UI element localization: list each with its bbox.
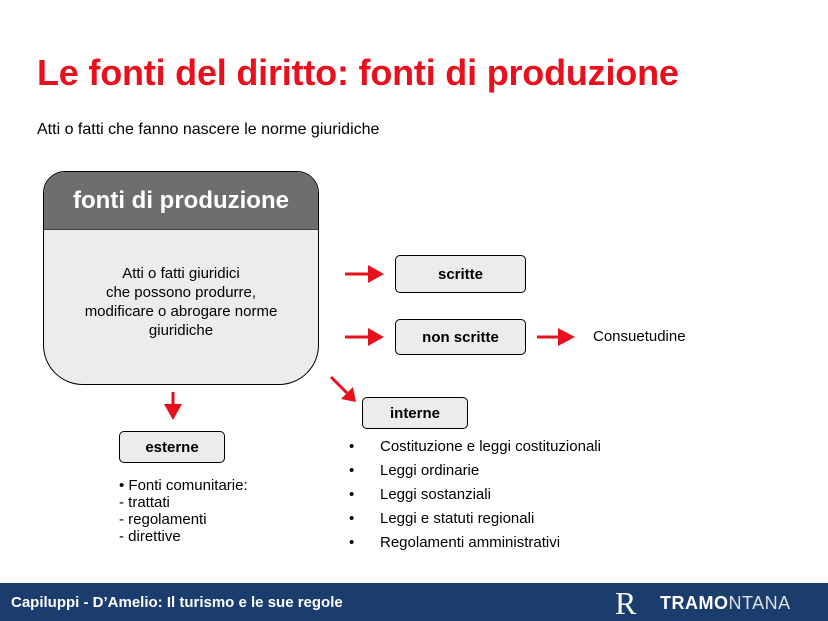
publisher-logo-text: TRAMONTANA [660,593,791,613]
list-item: • Regolamenti amministrativi [349,531,601,555]
list-item: - regolamenti [119,511,207,528]
main-box-line: che possono produrre, [105,284,257,301]
non-scritte-node: non scritte [395,319,526,355]
bullet-icon: • [349,462,355,479]
main-box-line: Atti o fatti giuridici [122,265,240,282]
esterne-node: esterne [119,431,225,463]
arrow-to-non-scritte-icon [345,328,384,346]
bullet-icon: • [349,510,355,527]
main-box-line: modificare o abrogare norme [84,303,278,320]
consuetudine-label: Consuetudine [593,328,686,345]
bullet-icon: • [349,534,355,551]
slide-title: Le fonti del diritto: fonti di produzione [37,52,679,93]
bullet-icon: • [349,438,355,455]
list-item: • Leggi sostanziali [349,483,601,507]
list-item: • Fonti comunitarie: [119,477,248,494]
arrow-to-esterne-icon [164,392,182,420]
footer-bar [0,583,828,621]
list-item: • Leggi ordinarie [349,459,601,483]
arrow-to-interne-icon [331,377,356,402]
list-item: • Leggi e statuti regionali [349,507,601,531]
list-item: - direttive [119,528,181,545]
list-item: • Costituzione e leggi costituzionali [349,435,601,459]
main-box-line: giuridiche [148,322,214,339]
scritte-node: scritte [395,255,526,293]
interne-node: interne [362,397,468,429]
footer-text: Capiluppi - D’Amelio: Il turismo e le sue regole [11,594,343,611]
slide-subtitle: Atti o fatti che fanno nascere le norme giuridiche [37,121,380,138]
list-item: - trattati [119,494,170,511]
arrow-to-scritte-icon [345,265,384,283]
publisher-logo-mark: R [615,585,637,621]
arrow-to-consuetudine-icon [537,328,575,346]
main-box-header: fonti di produzione [44,172,318,230]
bullet-icon: • [349,486,355,503]
